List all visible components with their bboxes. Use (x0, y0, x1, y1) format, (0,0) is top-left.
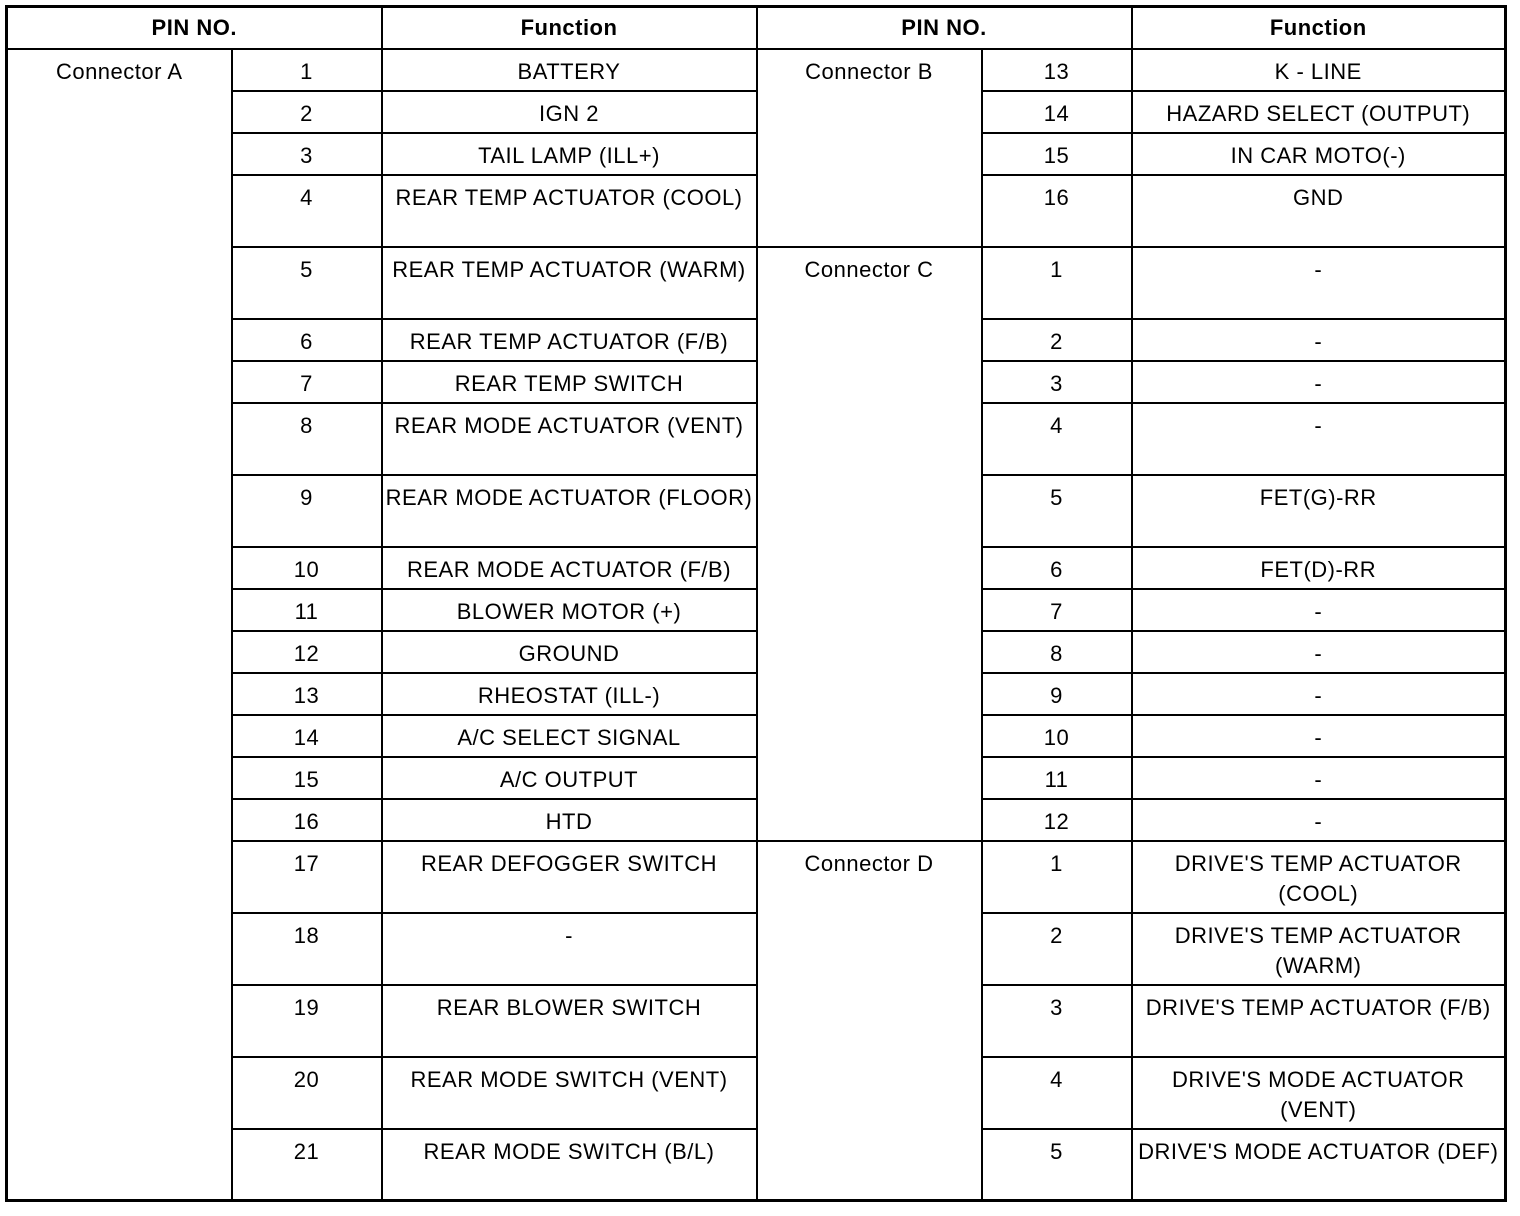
pin-function: - (1132, 631, 1506, 673)
pin-number: 3 (982, 985, 1132, 1057)
table-row (7, 91, 1506, 133)
pin-function: RHEOSTAT (ILL-) (382, 673, 757, 715)
pin-function: - (1132, 361, 1506, 403)
table-row (7, 757, 1506, 799)
pin-number: 20 (232, 1057, 382, 1129)
table-row (7, 799, 1506, 841)
pin-number: 9 (232, 475, 382, 547)
table-row (7, 247, 1506, 319)
table-row (7, 175, 1506, 247)
pin-number: 10 (982, 715, 1132, 757)
pin-number: 12 (232, 631, 382, 673)
table-row (7, 49, 1506, 91)
pin-number: 13 (982, 49, 1132, 91)
pin-function: GROUND (382, 631, 757, 673)
pin-number: 9 (982, 673, 1132, 715)
table-row (7, 715, 1506, 757)
pin-function: BLOWER MOTOR (+) (382, 589, 757, 631)
pin-function: - (1132, 403, 1506, 475)
pin-function: - (1132, 715, 1506, 757)
pin-number: 15 (982, 133, 1132, 175)
header-function-left: Function (382, 7, 757, 49)
pin-number: 8 (982, 631, 1132, 673)
connector-b-label: Connector B (757, 49, 982, 247)
table-row (7, 631, 1506, 673)
header-row (7, 7, 1506, 49)
pin-function: REAR MODE SWITCH (VENT) (382, 1057, 757, 1129)
pin-number: 7 (982, 589, 1132, 631)
pin-function: A/C SELECT SIGNAL (382, 715, 757, 757)
pin-function: REAR MODE SWITCH (B/L) (382, 1129, 757, 1201)
pin-number: 17 (232, 841, 382, 913)
pin-number: 4 (982, 1057, 1132, 1129)
pin-function: BATTERY (382, 49, 757, 91)
pin-function: REAR TEMP ACTUATOR (F/B) (382, 319, 757, 361)
pin-function: REAR BLOWER SWITCH (382, 985, 757, 1057)
table-row (7, 673, 1506, 715)
pin-function: A/C OUTPUT (382, 757, 757, 799)
table-row (7, 361, 1506, 403)
pin-number: 2 (982, 319, 1132, 361)
pin-function: HAZARD SELECT (OUTPUT) (1132, 91, 1506, 133)
pin-function: GND (1132, 175, 1506, 247)
header-pin-no-left: PIN NO. (7, 7, 382, 49)
pin-number: 11 (982, 757, 1132, 799)
pin-number: 4 (982, 403, 1132, 475)
pin-function: DRIVE'S MODE ACTUATOR (VENT) (1132, 1057, 1506, 1129)
header-function-right: Function (1132, 7, 1506, 49)
pin-number: 12 (982, 799, 1132, 841)
pin-function: DRIVE'S TEMP ACTUATOR (COOL) (1132, 841, 1506, 913)
pin-function: FET(D)-RR (1132, 547, 1506, 589)
pin-function: REAR TEMP ACTUATOR (COOL) (382, 175, 757, 247)
pin-function: DRIVE'S TEMP ACTUATOR (WARM) (1132, 913, 1506, 985)
pin-function: - (1132, 673, 1506, 715)
pin-number: 2 (232, 91, 382, 133)
table-row (7, 985, 1506, 1057)
pin-number: 16 (232, 799, 382, 841)
pin-number: 8 (232, 403, 382, 475)
pin-number: 5 (982, 475, 1132, 547)
connector-a-label: Connector A (7, 49, 232, 1201)
header-pin-no-right: PIN NO. (757, 7, 1132, 49)
pin-number: 19 (232, 985, 382, 1057)
pin-number: 5 (982, 1129, 1132, 1201)
pin-number: 21 (232, 1129, 382, 1201)
connector-c-label: Connector C (757, 247, 982, 841)
pin-function: REAR MODE ACTUATOR (F/B) (382, 547, 757, 589)
pin-function: REAR TEMP ACTUATOR (WARM) (382, 247, 757, 319)
pin-number: 1 (982, 247, 1132, 319)
pin-function: HTD (382, 799, 757, 841)
pin-number: 14 (982, 91, 1132, 133)
pin-number: 5 (232, 247, 382, 319)
table-row (7, 841, 1506, 913)
pin-number: 6 (982, 547, 1132, 589)
pin-function: - (1132, 757, 1506, 799)
pin-number: 10 (232, 547, 382, 589)
pin-number: 3 (982, 361, 1132, 403)
pin-function: DRIVE'S MODE ACTUATOR (DEF) (1132, 1129, 1506, 1201)
table-row (7, 589, 1506, 631)
table-row (7, 1129, 1506, 1201)
table-row (7, 133, 1506, 175)
pin-function: FET(G)-RR (1132, 475, 1506, 547)
table-row (7, 475, 1506, 547)
pin-function-table (5, 5, 1507, 1202)
table-row (7, 319, 1506, 361)
pin-number: 13 (232, 673, 382, 715)
pin-function: REAR MODE ACTUATOR (FLOOR) (382, 475, 757, 547)
pin-function: TAIL LAMP (ILL+) (382, 133, 757, 175)
pin-function: - (1132, 799, 1506, 841)
pin-function: IN CAR MOTO(-) (1132, 133, 1506, 175)
pin-function: - (1132, 247, 1506, 319)
pin-number: 14 (232, 715, 382, 757)
pin-function: - (1132, 589, 1506, 631)
pin-number: 7 (232, 361, 382, 403)
pin-function: REAR TEMP SWITCH (382, 361, 757, 403)
table-row (7, 547, 1506, 589)
pin-number: 1 (232, 49, 382, 91)
table-row (7, 1057, 1506, 1129)
pin-number: 1 (982, 841, 1132, 913)
table-row (7, 403, 1506, 475)
pin-number: 4 (232, 175, 382, 247)
pin-number: 15 (232, 757, 382, 799)
pin-number: 6 (232, 319, 382, 361)
pin-number: 3 (232, 133, 382, 175)
connector-d-label: Connector D (757, 841, 982, 1201)
pin-function: DRIVE'S TEMP ACTUATOR (F/B) (1132, 985, 1506, 1057)
pin-function: K - LINE (1132, 49, 1506, 91)
pin-function: IGN 2 (382, 91, 757, 133)
table-row (7, 913, 1506, 985)
pin-function: REAR MODE ACTUATOR (VENT) (382, 403, 757, 475)
pin-function: - (382, 913, 757, 985)
pin-number: 18 (232, 913, 382, 985)
pin-number: 11 (232, 589, 382, 631)
pin-number: 16 (982, 175, 1132, 247)
pin-number: 2 (982, 913, 1132, 985)
pin-function: - (1132, 319, 1506, 361)
pin-function: REAR DEFOGGER SWITCH (382, 841, 757, 913)
